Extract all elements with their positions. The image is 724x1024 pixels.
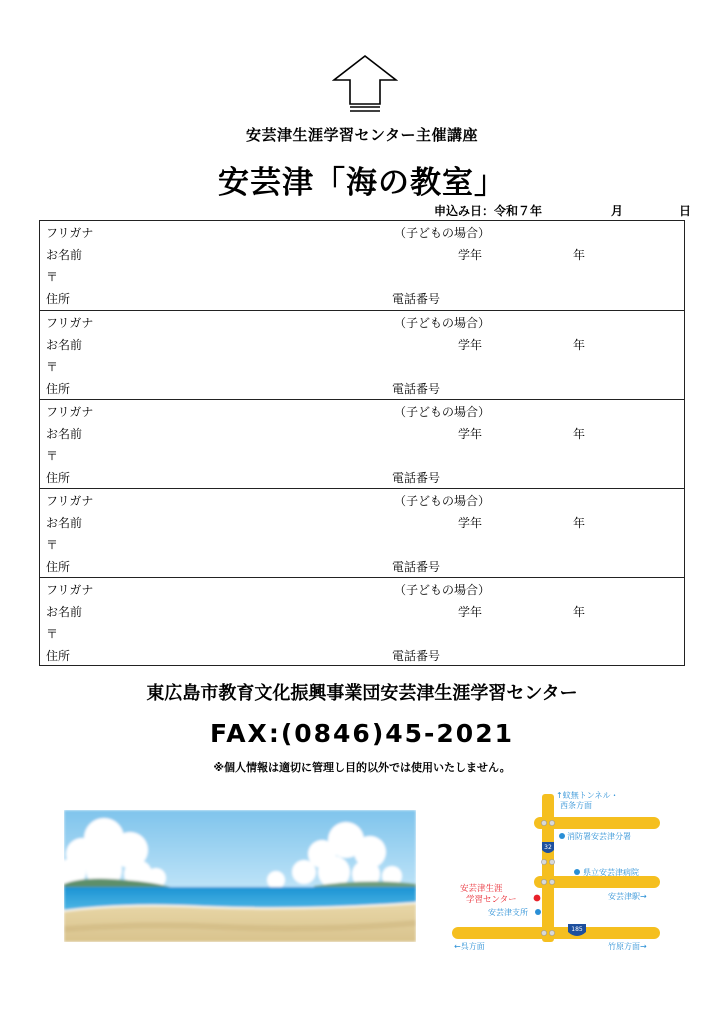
page-title: 安芸津「海の教室」 bbox=[218, 165, 506, 201]
year-label: 年 bbox=[573, 427, 586, 441]
map-label-branch: 安芸津支所 bbox=[488, 908, 528, 917]
address-label: 住所 bbox=[46, 560, 71, 574]
hospital-marker-icon bbox=[574, 869, 580, 875]
furigana-label: フリガナ bbox=[46, 316, 94, 330]
grade-label: 学年 bbox=[458, 338, 483, 352]
privacy-note: ※個人情報は適切に管理し目的以外では使用いたしません。 bbox=[213, 761, 511, 774]
furigana-label: フリガナ bbox=[46, 583, 94, 597]
map-label-saijo: 西条方面 bbox=[560, 801, 592, 810]
fire-station-marker-icon bbox=[559, 833, 565, 839]
up-arrow-icon bbox=[332, 54, 398, 114]
access-map bbox=[452, 786, 662, 952]
postal-label: 〒 bbox=[46, 360, 59, 374]
map-label-takehara: 竹原方面→ bbox=[608, 942, 647, 951]
phone-label: 電話番号 bbox=[392, 292, 441, 306]
year-label: 年 bbox=[573, 605, 586, 619]
postal-label: 〒 bbox=[46, 538, 59, 552]
furigana-label: フリガナ bbox=[46, 226, 94, 240]
learning-center-marker-icon bbox=[534, 895, 541, 902]
name-label: お名前 bbox=[46, 605, 83, 619]
application-date-label: 申込み日：令和７年 bbox=[434, 204, 543, 218]
year-label: 年 bbox=[573, 338, 586, 352]
route-32-number: 32 bbox=[544, 844, 552, 851]
postal-label: 〒 bbox=[46, 627, 59, 641]
route-185-number: 185 bbox=[571, 926, 583, 933]
address-label: 住所 bbox=[46, 649, 71, 663]
phone-label: 電話番号 bbox=[392, 382, 441, 396]
postal-label: 〒 bbox=[46, 449, 59, 463]
map-label-fire-station: 消防署安芸津分署 bbox=[567, 832, 631, 841]
application-date-month: 月 bbox=[611, 204, 624, 218]
beach-illustration bbox=[64, 810, 416, 942]
address-label: 住所 bbox=[46, 292, 71, 306]
map-label-center-line1: 安芸津生涯 bbox=[460, 884, 503, 894]
application-date bbox=[0, 202, 724, 220]
map-label-station: 安芸津駅→ bbox=[608, 892, 647, 901]
child-case-label: （子どもの場合） bbox=[394, 226, 491, 240]
furigana-label: フリガナ bbox=[46, 405, 94, 419]
organizer-name: 東広島市教育文化振興事業団安芸津生涯学習センター bbox=[146, 683, 578, 704]
grade-label: 学年 bbox=[458, 516, 483, 530]
branch-office-marker-icon bbox=[535, 909, 541, 915]
phone-label: 電話番号 bbox=[392, 560, 441, 574]
entry-row bbox=[40, 310, 684, 399]
map-label-hospital: 県立安芸津病院 bbox=[583, 868, 639, 877]
fax-number: FAX:(0846)45-2021 bbox=[209, 719, 514, 748]
application-date-day: 日 bbox=[679, 204, 692, 218]
entry-row bbox=[40, 488, 684, 577]
road-vertical bbox=[542, 794, 554, 942]
route-32-sign-icon bbox=[542, 842, 554, 853]
name-label: お名前 bbox=[46, 427, 83, 441]
postal-label: 〒 bbox=[46, 270, 59, 284]
child-case-label: （子どもの場合） bbox=[394, 494, 491, 508]
map-label-center-line2: 学習センター bbox=[466, 895, 517, 905]
phone-label: 電話番号 bbox=[392, 649, 441, 663]
child-case-label: （子どもの場合） bbox=[394, 583, 491, 597]
year-label: 年 bbox=[573, 516, 586, 530]
course-subtitle: 安芸津生涯学習センター主催講座 bbox=[246, 126, 478, 144]
name-label: お名前 bbox=[46, 338, 83, 352]
grade-label: 学年 bbox=[458, 427, 483, 441]
name-label: お名前 bbox=[46, 248, 83, 262]
application-form bbox=[39, 220, 685, 666]
furigana-label: フリガナ bbox=[46, 494, 94, 508]
road-lower bbox=[452, 927, 660, 939]
name-label: お名前 bbox=[46, 516, 83, 530]
address-label: 住所 bbox=[46, 471, 71, 485]
child-case-label: （子どもの場合） bbox=[394, 316, 491, 330]
phone-label: 電話番号 bbox=[392, 471, 441, 485]
year-label: 年 bbox=[573, 248, 586, 262]
child-case-label: （子どもの場合） bbox=[394, 405, 491, 419]
grade-label: 学年 bbox=[458, 248, 483, 262]
address-label: 住所 bbox=[46, 382, 71, 396]
map-label-kure: ←呉方面 bbox=[454, 942, 485, 951]
entry-row bbox=[40, 399, 684, 488]
map-label-tunnel: ↑蚊無トンネル・ bbox=[556, 791, 619, 800]
entry-row bbox=[40, 221, 684, 310]
grade-label: 学年 bbox=[458, 605, 483, 619]
entry-row bbox=[40, 577, 684, 666]
